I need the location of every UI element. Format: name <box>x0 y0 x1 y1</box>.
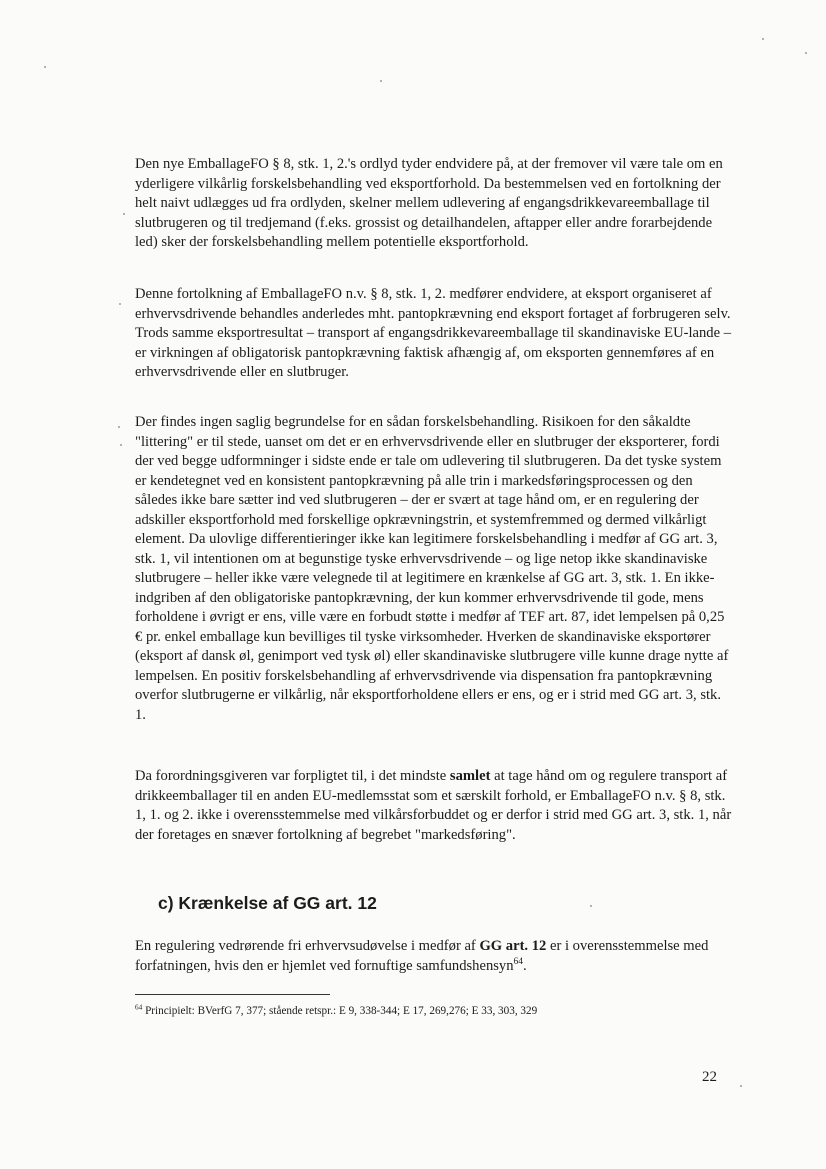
scan-speck <box>123 213 125 215</box>
paragraph-2: Denne fortolkning af EmballageFO n.v. § 8, stk. 1, 2. medfører endvidere, at eksport organiseret af erhvervsdrivende behandles anderledes mht. pantopkrævning end eksport fortaget af forbrugeren selv. Trods samme eksportresultat – transport af engangsdrikkevareemballage til skandinaviske EU-lande – er virkningen af obligatorisk pantopkrævning faktisk afhængig af, om eksporten gennemføres af en erhvervsdrivende eller en slutbruger. <box>135 286 732 380</box>
scan-speck <box>590 905 592 907</box>
paragraph-5-text-a: En regulering vedrørende fri erhvervsudøvelse i medfør af <box>135 938 480 954</box>
footnote-marker: 64 <box>135 1003 143 1012</box>
footnote <box>135 1004 735 1019</box>
footnote-separator <box>135 994 330 995</box>
scan-speck <box>762 38 764 40</box>
scan-speck <box>805 52 807 54</box>
paragraph-5 <box>135 937 735 976</box>
scan-speck <box>380 80 382 82</box>
scan-speck <box>740 1085 742 1087</box>
section-heading: c) Krænkelse af GG art. 12 <box>158 893 377 913</box>
footnote-reference: 64 <box>513 956 524 967</box>
paragraph-4 <box>135 767 735 845</box>
footnote-text: Principielt: BVerfG 7, 377; stående retspr.: E 9, 338-344; E 17, 269,276; E 33, 303, 329 <box>142 1005 538 1017</box>
paragraph-1: Den nye EmballageFO § 8, stk. 1, 2.'s ordlyd tyder endvidere på, at der fremover vil være tale om en yderligere vilkårlig forskelsbehandling ved eksportforhold. Da bestemmelsen ved en fortolkning der helt naivt udlægges ud fra ordlyden, skelner mellem udlevering af engangsdrikkevareemballage til slutbrugeren og til tredjemand (f.eks. grossist og detailhandelen, aftapper eller andre forarbejdende led) sker der forskelsbehandling mellem potentielle eksportforhold. <box>135 156 723 250</box>
page-number: 22 <box>702 1069 717 1085</box>
paragraph-5-bold: GG art. 12 <box>479 938 547 954</box>
paragraph-4-bold: samlet <box>449 768 491 784</box>
scan-speck <box>120 444 122 446</box>
paragraph-3: Der findes ingen saglig begrundelse for en sådan forskelsbehandling. Risikoen for den såkaldte "littering" er til stede, uanset om det er en erhvervsdrivende eller en slutbruger der eksporterer, fordi der ved begge udformninger i sidste ende er tale om udlevering til slutbrugeren. Da det tyske system er kendetegnet ved en konsistent pantopkrævning på alle trin i markedsføringsprocessen og den således ikke bare sætter ind ved slutbrugeren – der er svært at tage hånd om, er en regulering der adskiller eksportforhold med forskellige opkrævningstrin, et systemfremmed og dermed vilkårligt element. Da ulovlige differentieringer ikke kan legitimere forskelsbehandling i medfør af GG art. 3, stk. 1, vil intentionen om at begunstige tyske erhvervsdrivende – og lige netop ikke skandinaviske slutbrugere – heller ikke være velegnede til at legitimere en krænkelse af GG art. 3, stk. 1. En ikke-indgriben af den obligatoriske pantopkrævning, der kun kommer erhvervsdrivende til gode, mens forholdene i øvrigt er ens, ville være en forbudt støtte i medfør af TEF art. 87, idet lempelsen på 0,25 € pr. enkel emballage kun bevilliges til tyske virksomheder. Hverken de skandinaviske eksportører (eksport af dansk øl, genimport ved tysk øl) eller skandinaviske slutbrugere ville kunne drage nytte af lempelsen. En positiv forskelsbehandling af erhvervsdrivende via dispensation fra pantopkrævning overfor slutbrugerne er vilkårlig, når eksportforholdene ellers er ens, og er i strid med GG art. 3, stk. 1. <box>135 414 729 723</box>
scan-speck <box>44 66 46 68</box>
paragraph-5-end: . <box>523 957 527 974</box>
paragraph-5-text-b: er i overensstemmelse med forfatningen, hvis den er hjemlet ved fornuftige samfundshensyn <box>135 938 709 974</box>
scan-speck <box>119 303 121 305</box>
paragraph-4-text-b: at tage hånd om og regulere transport af drikkeemballager til en anden EU-medlemsstat som et særskilt forhold, er EmballageFO n.v. § 8, stk. 1, 1. og 2. ikke i overensstemmelse med vilkårsforbuddet og er derfor i strid med GG art. 3, stk. 1, når der foretages en snæver fortolkning af begrebet "markedsføring". <box>135 768 732 843</box>
paragraph-4-text-a: Da forordningsgiveren var forpligtet til, i det mindste <box>135 768 450 784</box>
scan-speck <box>118 426 120 428</box>
